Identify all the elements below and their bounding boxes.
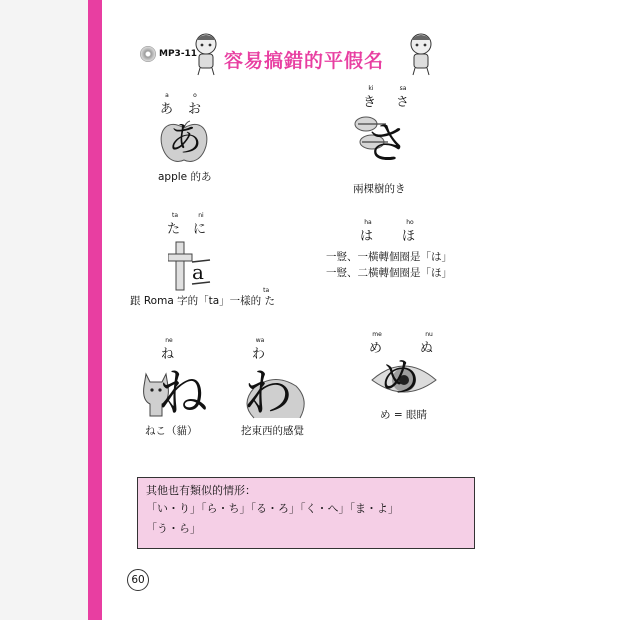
romaji-me: me bbox=[372, 331, 382, 338]
page-number: 60 bbox=[127, 569, 149, 591]
box-line-2: 「う・ら」 bbox=[146, 522, 201, 535]
cartoon-boy-icon bbox=[405, 30, 437, 76]
caption-roma-ta: 跟 Roma 字的「ta」一樣的 ta た bbox=[130, 287, 275, 307]
romaji-a: a bbox=[165, 92, 169, 99]
big-kana-ne: ね bbox=[158, 364, 208, 422]
big-letter-a: a bbox=[192, 260, 204, 284]
caption-apple: apple 的あ bbox=[158, 171, 212, 183]
kana-ki: き bbox=[363, 95, 377, 110]
kana-ho: ほ bbox=[402, 229, 416, 244]
romaji-ni: ni bbox=[198, 212, 204, 219]
romaji-ne: ne bbox=[165, 337, 173, 344]
romaji-nu: nu bbox=[425, 331, 433, 338]
kana-ha: は bbox=[360, 229, 374, 244]
caption-cat: ねこ（貓） bbox=[145, 425, 198, 437]
caption-digging: 挖東西的感覺 bbox=[241, 425, 304, 437]
box-heading: 其他也有類似的情形： bbox=[146, 484, 256, 497]
rule-ho: 一豎、二橫轉個圈是「ほ」 bbox=[326, 267, 452, 279]
audio-track-label: MP3-11 bbox=[159, 49, 198, 59]
caption-two-trees: 兩棵樹的き bbox=[353, 183, 406, 195]
romaji-ha: ha bbox=[364, 219, 372, 226]
kana-nu: ぬ bbox=[420, 341, 434, 356]
rule-ha: 一豎、一橫轉個圈是「は」 bbox=[326, 251, 452, 263]
big-kana-wa: わ bbox=[243, 364, 293, 422]
kana-ni: に bbox=[193, 222, 207, 237]
kana-a: あ bbox=[160, 102, 174, 117]
kana-me: め bbox=[369, 341, 383, 356]
romaji-wa: wa bbox=[255, 337, 265, 344]
caption-eye: め = 眼睛 bbox=[380, 409, 427, 421]
kana-o: お bbox=[188, 102, 202, 117]
romaji-sa: sa bbox=[399, 85, 407, 92]
big-kana-sa: さ bbox=[365, 118, 409, 169]
page-edge-bar bbox=[88, 0, 102, 620]
cartoon-boy-icon bbox=[190, 30, 222, 76]
big-kana-a: あ bbox=[168, 120, 202, 160]
kana-ne: ね bbox=[161, 347, 175, 362]
kana-wa: わ bbox=[252, 347, 266, 362]
romaji-ta: ta bbox=[171, 212, 179, 219]
cd-icon bbox=[140, 46, 156, 62]
similar-kana-box bbox=[137, 477, 475, 549]
romaji-ki: ki bbox=[368, 85, 374, 92]
kana-ta: た bbox=[167, 222, 181, 237]
romaji-ho: ho bbox=[406, 219, 414, 226]
page-title: 容易搞錯的平假名 bbox=[224, 50, 385, 72]
box-line-1: 「い・り」「ら・ち」「る・ろ」「く・へ」「ま・よ」 bbox=[146, 502, 399, 515]
kana-sa: さ bbox=[396, 95, 410, 110]
romaji-o: o bbox=[193, 92, 197, 99]
big-kana-me: め bbox=[380, 355, 420, 401]
